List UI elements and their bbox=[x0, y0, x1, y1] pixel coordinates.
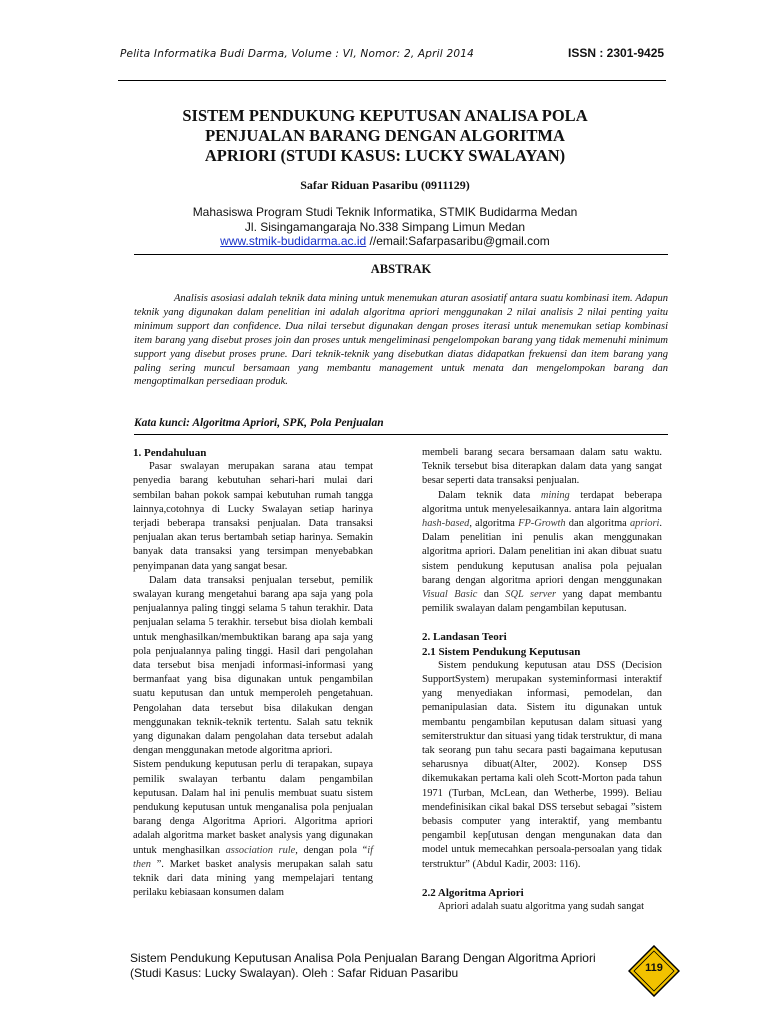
footer-line-1: Sistem Pendukung Keputusan Analisa Pola Penjualan Barang Dengan Algoritma Apriori bbox=[130, 951, 596, 965]
author-name: Safar Riduan Pasaribu (0911129) bbox=[300, 178, 470, 192]
contact-line bbox=[150, 234, 620, 248]
abstract-heading: ABSTRAK bbox=[370, 262, 432, 276]
website-link[interactable]: www.stmik-budidarma.ac.id bbox=[220, 234, 367, 248]
section-2-2-heading: 2.2 Algoritma Apriori bbox=[422, 886, 524, 899]
section-1-paragraph-2: Dalam data transaksi penjualan tersebut, pemilik swalayan kurang mengetahui barang apa saja yang pola penjualannya paling tinggi selama 5 tahun terakhir. Data penjualan selama 5 terakhir. tersebut bisa diolah kembali untuk menghasilkan/membuktikan barang apa saja yang pola penjualannya paling tinggi. Hasil dari pengolahan data tersebut bisa menjadi informasi-informasi yang bermanfaat yang bisa digunakan untuk pengambilan suatu keputusan dan untuk memperoleh pengetahuan. Pengolahan data tersebut bisa dilakukan dengan menggunakan teknik-teknik tertentu. Salah satu teknik yang digunakan dalam pengolahan data tersebut adalah dengan menggunakan metode algoritma apriori. bbox=[133, 574, 373, 757]
page-footer bbox=[130, 951, 610, 981]
body-column-right bbox=[422, 446, 662, 914]
issn-label: ISSN : 2301-9425 bbox=[568, 46, 665, 60]
title-line-1: SISTEM PENDUKUNG KEPUTUSAN ANALISA POLA bbox=[182, 106, 588, 125]
title-line-2: PENJUALAN BARANG DENGAN ALGORITMA bbox=[205, 126, 565, 145]
section-2-2-paragraph: Apriori adalah suatu algoritma yang sudah sangat bbox=[438, 901, 645, 913]
section-1-paragraph-1: Pasar swalayan merupakan sarana atau tempat penyedia barang kebutuhan sehari-hari mulai dari sembilan bahan pokok sampai kebutuhan rumah tangga lainnya,cotohnya di Lucky Swalayan setiap harinya terjadi beberapa transaksi penjualan. Data transaksi penjualan akan terus bertambah setiap harinya. Semakin banyak data transaksi yang tersimpan menyebabkan penyimpanan data yang sangat besar. bbox=[133, 461, 373, 572]
header-divider bbox=[118, 80, 666, 81]
keywords-divider bbox=[134, 434, 668, 435]
section-2-heading: 2. Landasan Teori bbox=[422, 631, 507, 644]
section-1-paragraph-3: Sistem pendukung keputusan perlu di terapakan, supaya pemilik swalayan terbantu dalam pengambilan keputusan. Dalam hal ini penulis membuat suatu sistem pendukung keputusan untuk menganalisa pola penjualan barang denga Algoritma Apriori. Algoritma apriori adalah algoritma market basket analysis yang digunakan untuk menghasilkan association rule, dengan pola “if then ”. Market basket analysis merupakan salah satu teknik dari data mining yang mempelajari tentang perilaku kebiasaan konsumen dalam bbox=[133, 759, 374, 899]
abstract-text: Analisis asosiasi adalah teknik data mining untuk menemukan aturan asosiatif antara suatu kombinasi item. Adapun teknik yang digunakan dalam penelitian ini adalah algoritma apriori menggunakan 2 nilai analisis 2 nilai penting yaitu minimum support dan confidence. Dua nilai tersebut digunakan dengan proses iterasi untuk menemukan setiap kombinasi item barang yang disebut proses join dan proses untuk mengeliminasi pengelompokan barang yang tidak memenuhi minimum support yang disebut proses prune. Dari teknik-teknik yang disebutkan diatas didapatkan frekuensi dan item barang yang paling sering muncul bersamaan yang membantu management untuk menata dan mengelompokan barang dan mengoptimalkan persediaan produk. bbox=[134, 293, 668, 388]
section-2-1-heading: 2.1 Sistem Pendukung Keputusan bbox=[422, 645, 581, 658]
paper-title bbox=[150, 106, 620, 166]
title-line-3: APRIORI (STUDI KASUS: LUCKY SWALAYAN) bbox=[204, 146, 566, 165]
email-text: //email:Safarpasaribu@gmail.com bbox=[366, 234, 550, 248]
journal-header: Pelita Informatika Budi Darma, Volume : VI, Nomor: 2, April 2014 bbox=[120, 48, 474, 60]
affiliation-program: Mahasiswa Program Studi Teknik Informatika, STMIK Budidarma Medan bbox=[192, 205, 578, 219]
section-1-paragraph-3-cont: membeli barang secara bersamaan dalam satu waktu. Teknik tersebut bisa diterapkan dalam data yang sangat besar seperti data transaksi penjualan. bbox=[422, 447, 662, 487]
abstract-top-divider bbox=[134, 254, 668, 255]
keywords: Kata kunci: Algoritma Apriori, SPK, Pola Penjualan bbox=[134, 417, 384, 429]
affiliation-address: Jl. Sisingamangaraja No.338 Simpang Limun Medan bbox=[244, 220, 526, 234]
section-2-1-paragraph: Sistem pendukung keputusan atau DSS (Decision SupportSystem) merupakan systeminformasi interaktif yang menyediakan informasi, pemodelan, dan pemanipulasian data. Sistem itu digunakan untuk membantu pengambilan keputusan dalam situasi yang semiterstruktur dan situasi yang tidak terstruktur, di mana tak seorang pun tahu secara pasti bagaimana keputusan seharusnya dibuat(Alter, 2002). Konsep DSS dikemukakan pertama kali oleh Scott-Morton pada tahun 1971 (Turban, McLean, dan Wetherbe, 1999). Beliau mendefinisikan cikal bakal DSS tersebut sebagai ”sistem bebasis computer yang interaktif, yang membantu pengambil kep[utusan dengan mengunakan data dan model untuk memecahkan persoala-persoalan yang tidak terstruktur” (Abdul Kadir, 2003: 116). bbox=[422, 659, 662, 870]
section-1-paragraph-4: Dalam teknik data mining terdapat beberapa algoritma untuk menyelesaikannya. antara lain algoritma hash-based, algoritma FP-Growth dan algoritma apriori. Dalam penelitian ini penulis akan menggunakan algoritma apriori. Dalam penelitian ini akan dibuat suatu sistem pendukung keputusan analisa pola pejualan barang dengan algoritma apriori dengan menggunakan Visual Basic dan SQL server yang dapat membantu pemilik swalayan dalam pengambilan keputusan. bbox=[422, 489, 663, 615]
footer-line-2: (Studi Kasus: Lucky Swalayan). Oleh : Safar Riduan Pasaribu bbox=[130, 966, 459, 980]
section-1-heading: 1. Pendahuluan bbox=[133, 447, 207, 459]
body-column-left bbox=[133, 446, 373, 901]
page-number: 119 bbox=[645, 962, 663, 974]
